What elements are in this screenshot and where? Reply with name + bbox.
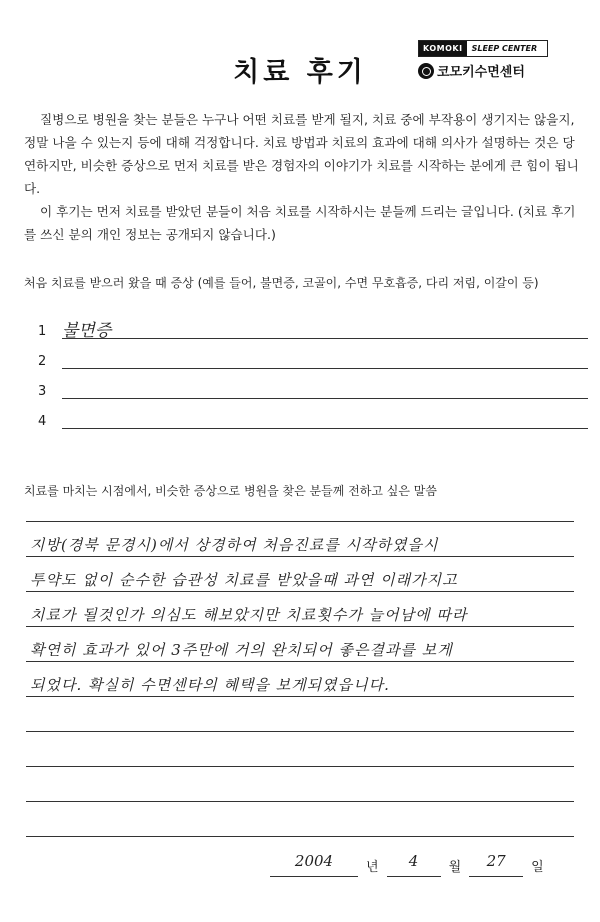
answer-underline [62,428,588,429]
symptom-answer[interactable]: 불면증 [62,321,112,341]
message-line [26,696,574,697]
symptom-number: 4 [38,414,47,429]
date-year-unit: 년 [366,860,379,875]
date-day-unit: 일 [531,860,544,875]
date-month[interactable]: 4 [387,852,441,877]
message-line [26,801,574,802]
message-line [26,731,574,732]
intro-paragraph: 이 후기는 먼저 치료를 받았던 분들이 처음 치료를 시작하시는 분들께 드리는 글입니다. (치료 후기를 쓰신 분의 개인 정보는 공개되지 않습니다.) [24,204,576,242]
message-line [26,556,574,557]
answer-underline [62,398,588,399]
message-text[interactable]: 투약도 없이 순수한 습관성 치료를 받았을때 과연 이래가지고 [30,571,458,589]
intro-paragraph: 질병으로 병원을 찾는 분들은 누구나 어떤 치료를 받게 될지, 치료 중에 부작용이 생기지는 않을지, 정말 나을 수 있는지 등에 대해 걱정합니다. 치료 방법과 치료의 효과에 대해 의사가 설명하는 것은 당연하지만, 비슷한 증상으로 먼저 치료를 받은 경험자의 이야기가 치료를 시작하는 분에게 큰 힘이 됩니다. [24,112,579,196]
message-line [26,836,574,837]
message-text[interactable]: 지방(경북 문경시)에서 상경하여 처음진료를 시작하였을시 [30,536,439,554]
message-line [26,661,574,662]
message-text[interactable]: 되었다. 확실히 수면센타의 혜택을 보게되였읍니다. [30,676,390,694]
symptom-number: 3 [38,384,47,399]
intro-text [24,108,580,246]
logo-name-row [418,61,548,80]
answer-underline [62,338,588,339]
message-line [26,521,574,522]
logo-brand: KOMOKI [419,41,467,56]
symptoms-question: 처음 치료를 받으러 왔을 때 증상 (예를 들어, 불면증, 코골이, 수면 무호흡증, 다리 저림, 이갈이 등) [24,276,539,290]
message-text[interactable]: 치료가 될것인가 의심도 해보았지만 치료횟수가 늘어남에 따라 [30,606,468,624]
logo-subtitle: SLEEP CENTER [471,44,538,53]
date-day[interactable]: 27 [469,852,523,877]
answer-underline [62,368,588,369]
message-question: 치료를 마치는 시점에서, 비슷한 증상으로 병원을 찾은 분들께 전하고 싶은 말씀 [24,484,437,498]
message-text[interactable]: 확연히 효과가 있어 3주만에 거의 완치되어 좋은결과를 보게 [30,641,453,659]
symptom-number: 1 [38,324,47,339]
date-row [270,852,552,877]
page-title: 치료 후기 [233,57,367,88]
symptom-number: 2 [38,354,47,369]
date-month-unit: 월 [448,860,462,875]
date-year[interactable]: 2004 [270,852,358,877]
moon-logo-icon [418,63,434,79]
message-line [26,591,574,592]
message-line [26,766,574,767]
logo-center-name: 코모키수면센터 [437,65,525,80]
logo-banner [418,40,548,57]
message-line [26,626,574,627]
clinic-logo [418,40,548,80]
